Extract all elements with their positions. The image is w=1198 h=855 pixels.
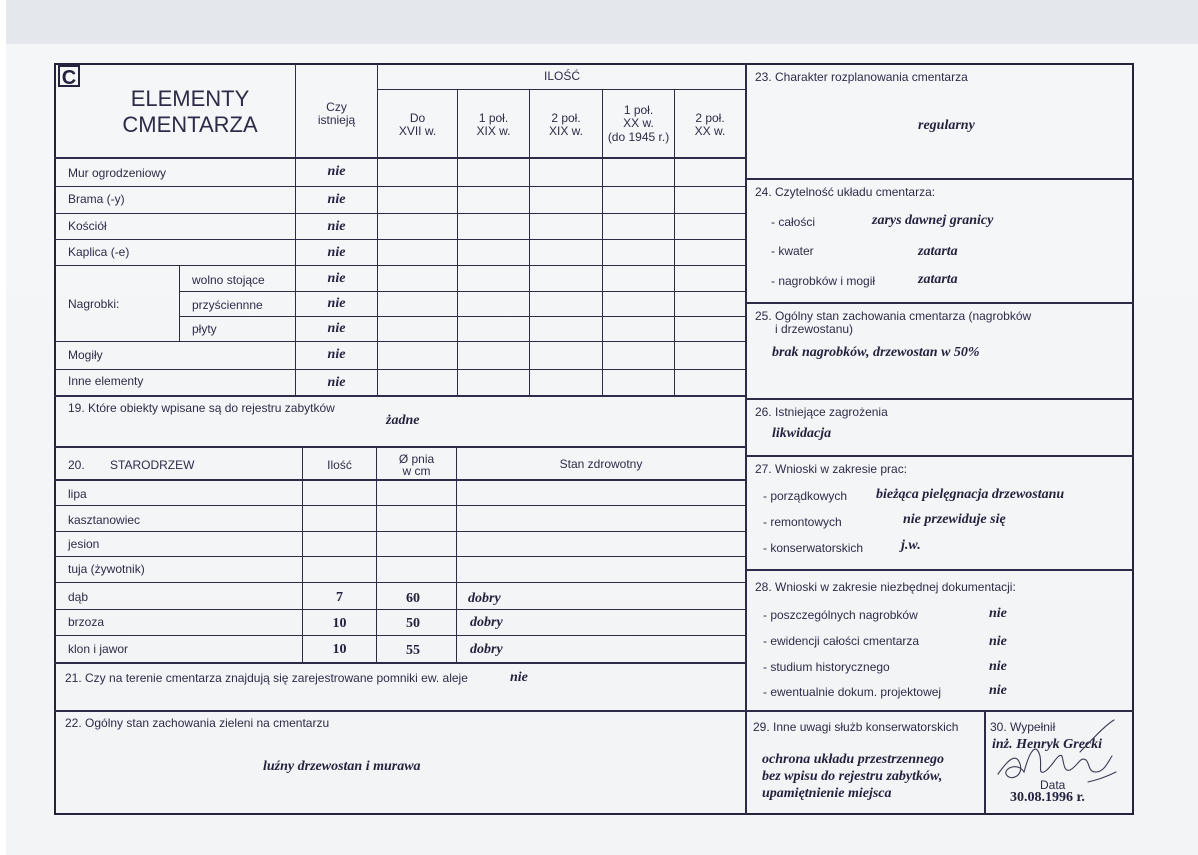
element-label: wolno stojące xyxy=(192,273,265,287)
q21-label: 21. Czy na terenie cmentarza znajdują się zarejestrowane pomniki ew. aleje xyxy=(65,671,468,685)
q27-item-value: nie przewiduje się xyxy=(903,512,1006,527)
nagrobki-label: Nagrobki: xyxy=(68,297,120,311)
tree-name: dąb xyxy=(68,590,89,604)
tree-health: dobry xyxy=(470,615,503,630)
period-header: 1 poł. xyxy=(478,111,509,125)
q27-item-value: j.w. xyxy=(901,538,921,553)
q26-value: likwidacja xyxy=(772,426,832,441)
q30-name: inż. Henryk Grecki xyxy=(992,737,1103,752)
element-exists-value: nie xyxy=(327,219,346,234)
tree-name: jesion xyxy=(68,537,100,551)
q25-label-line2: i drzewostanu) xyxy=(775,322,854,336)
tree-name: klon i jawor xyxy=(68,642,129,656)
signature-image xyxy=(980,712,1130,792)
section-title-line2: CMENTARZA xyxy=(122,112,258,137)
tree-health: dobry xyxy=(468,591,501,606)
exists-header-line1: Czy xyxy=(326,100,347,114)
q26-label: 26. Istniejące zagrożenia xyxy=(755,405,888,419)
q21-value: nie xyxy=(510,670,528,685)
element-label: Mur ogrodzeniowy xyxy=(68,166,167,180)
q24-item-label: - całości xyxy=(771,215,816,229)
main-column-divider xyxy=(745,63,747,815)
scan-left-edge xyxy=(0,0,6,855)
q19-label: 19. Które obiekty wpisane są do rejestru zabytków xyxy=(68,401,335,415)
element-exists-value: nie xyxy=(327,271,346,286)
q23-label: 23. Charakter rozplanowania cmentarza xyxy=(755,70,968,84)
q30-label: 30. Wypełnił xyxy=(990,720,1056,734)
q28-item-value: nie xyxy=(989,606,1007,621)
element-exists-value: nie xyxy=(327,321,346,336)
scan-top-band xyxy=(0,0,1198,44)
q29-label: 29. Inne uwagi służb konserwatorskich xyxy=(753,720,959,734)
period-header: XIX w. xyxy=(476,124,511,138)
q25-label-line1: 25. Ogólny stan zachowania cmentarza (nagrobków xyxy=(755,309,1032,323)
element-exists-value: nie xyxy=(327,296,346,311)
section-letter: C xyxy=(58,65,80,87)
period-header: XX w. xyxy=(623,116,654,130)
period-header: XIX w. xyxy=(548,124,583,138)
q28-item-label: - studium historycznego xyxy=(763,660,890,674)
trees-title: STARODRZEW xyxy=(110,458,195,472)
element-label: Brama (-y) xyxy=(68,192,125,206)
q30-date: 30.08.1996 r. xyxy=(1010,790,1085,805)
q27-item-label: - porządkowych xyxy=(763,489,848,503)
exists-header-line2: istnieją xyxy=(317,113,356,127)
q27-item-label: - remontowych xyxy=(763,515,842,529)
element-exists-value: nie xyxy=(327,192,346,207)
element-label: płyty xyxy=(192,322,217,336)
q24-item-value: zatarta xyxy=(918,244,958,259)
q28-item-value: nie xyxy=(989,634,1007,649)
section-title-line1: ELEMENTY xyxy=(130,86,250,111)
tree-count: 10 xyxy=(332,642,347,657)
element-exists-value: nie xyxy=(327,164,346,179)
period-header: XX w. xyxy=(694,124,726,138)
q24-item-value: zarys dawnej granicy xyxy=(872,213,994,228)
element-exists-value: nie xyxy=(327,245,346,260)
form-frame xyxy=(54,63,1134,815)
q24-label: 24. Czytelność układu cmentarza: xyxy=(755,185,936,199)
element-exists-value: nie xyxy=(327,347,346,362)
period-header: 2 poł. xyxy=(551,111,581,125)
element-exists-value: nie xyxy=(327,375,346,390)
tree-name: lipa xyxy=(68,487,87,501)
element-label: Kościół xyxy=(68,219,107,233)
trees-count-header: Ilość xyxy=(327,458,352,472)
trees-diameter-header: Ø pnia xyxy=(398,452,435,466)
tree-count: 7 xyxy=(336,590,343,605)
tree-count: 10 xyxy=(332,616,347,631)
q28-label: 28. Wnioski w zakresie niezbędnej dokumentacji: xyxy=(755,580,1016,594)
quantity-header: ILOŚĆ xyxy=(543,69,580,83)
q24-item-label: - nagrobków i mogił xyxy=(771,274,876,288)
q22-value: luźny drzewostan i murawa xyxy=(263,759,421,774)
tree-name: tuja (żywotnik) xyxy=(68,562,145,576)
q23-value: regularny xyxy=(918,118,975,133)
period-header: 2 poł. xyxy=(695,111,725,125)
trees-health-header: Stan zdrowotny xyxy=(559,457,643,471)
q19-value: żadne xyxy=(386,413,420,428)
period-header: XVII w. xyxy=(398,124,437,138)
q24-item-label: - kwater xyxy=(771,244,814,258)
q27-label: 27. Wnioski w zakresie prac: xyxy=(755,462,908,476)
q29-line: ochrona układu przestrzennego xyxy=(762,752,945,767)
period-header: (do 1945 r.) xyxy=(607,130,670,144)
trees-number: 20. xyxy=(68,458,85,472)
q25-value: brak nagrobków, drzewostan w 50% xyxy=(772,345,980,360)
element-label: przyściennne xyxy=(192,298,263,312)
q22-label: 22. Ogólny stan zachowania zieleni na cmentarzu xyxy=(65,716,330,730)
tree-name: kasztanowiec xyxy=(68,513,141,527)
trees-diameter-unit: w cm xyxy=(402,464,431,478)
q27-item-label: - konserwatorskich xyxy=(763,541,864,555)
q24-item-value: zatarta xyxy=(918,272,958,287)
tree-diameter: 50 xyxy=(406,616,420,631)
element-label: Inne elementy xyxy=(68,374,144,388)
tree-name: brzoza xyxy=(68,615,105,629)
q29-line: bez wpisu do rejestru zabytków, xyxy=(762,769,943,784)
tree-health: dobry xyxy=(470,642,503,657)
tree-diameter: 55 xyxy=(406,643,420,658)
q28-item-label: - ewentualnie dokum. projektowej xyxy=(763,685,942,699)
element-label: Mogiły xyxy=(68,348,103,362)
q28-item-value: nie xyxy=(989,683,1007,698)
q28-item-label: - poszczególnych nagrobków xyxy=(763,608,918,622)
element-label: Kaplica (-e) xyxy=(68,245,130,259)
q28-item-label: - ewidencji całości cmentarza xyxy=(763,634,920,648)
q27-item-value: bieżąca pielęgnacja drzewostanu xyxy=(876,487,1065,502)
tree-diameter: 60 xyxy=(406,591,420,606)
q30-date-label: Data xyxy=(1040,778,1066,792)
q29-line: upamiętnienie miejsca xyxy=(762,786,892,801)
period-header: 1 poł. xyxy=(623,103,654,117)
period-header: Do xyxy=(409,111,426,125)
q28-item-value: nie xyxy=(989,659,1007,674)
